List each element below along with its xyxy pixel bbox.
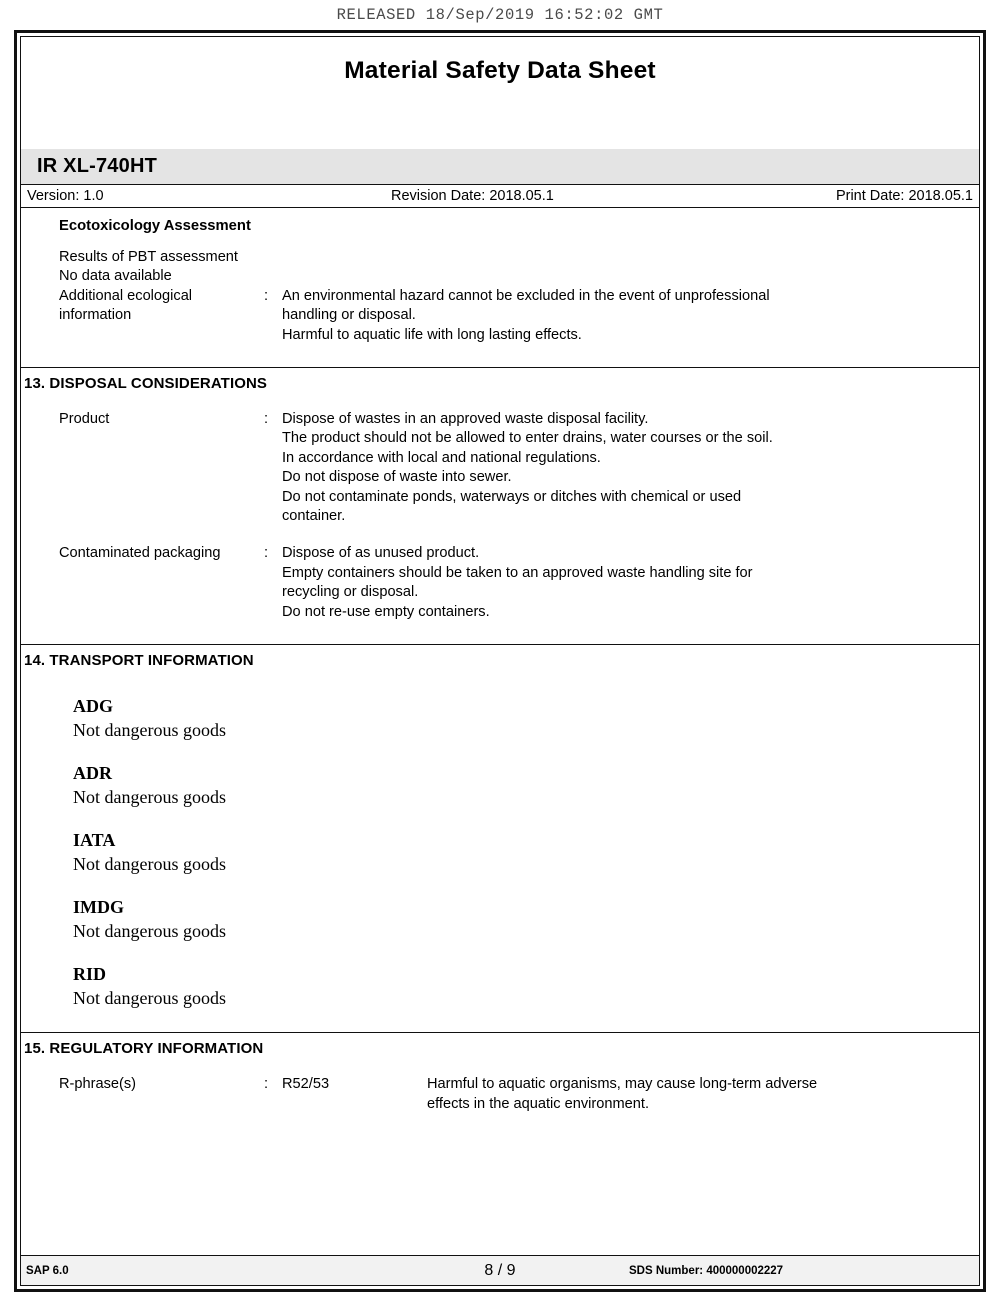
disposal-product-line: container. — [282, 508, 346, 525]
transport-entry-adr — [21, 762, 979, 809]
disposal-product-line: In accordance with local and national regulations. — [282, 449, 601, 466]
section-disposal-considerations — [21, 368, 979, 645]
additional-ecological-label — [21, 287, 264, 326]
additional-ecological-value-line1: An environmental hazard cannot be excluded in the event of unprofessional — [282, 287, 770, 304]
additional-ecological-information-row — [21, 287, 979, 345]
transport-status-label: Not dangerous goods — [73, 720, 226, 741]
transport-entry-adg — [21, 695, 979, 742]
footer-sds-number: SDS Number: 400000002227 — [629, 1264, 784, 1277]
disposal-packaging-line: recycling or disposal. — [282, 584, 419, 601]
revision-date-label: Revision Date: 2018.05.1 — [391, 188, 554, 204]
document-frame — [14, 30, 986, 1292]
disposal-product-line: Do not dispose of waste into sewer. — [282, 469, 512, 486]
additional-ecological-label-line2: information — [59, 307, 132, 324]
disposal-contaminated-packaging-value — [282, 544, 979, 622]
print-date-label: Print Date: 2018.05.1 — [835, 188, 973, 204]
transport-mode-label: ADR — [73, 763, 112, 784]
document-frame-inner — [20, 36, 980, 1286]
transport-mode-label: IATA — [73, 830, 116, 851]
transport-mode-list — [21, 669, 979, 1032]
disposal-product-row — [21, 410, 979, 526]
disposal-product-value — [282, 410, 979, 526]
additional-ecological-value-line3: Harmful to aquatic life with long lasting effects. — [282, 326, 582, 343]
rphrase-code: R52/53 — [282, 1076, 330, 1093]
disposal-packaging-line: Empty containers should be taken to an approved waste handling site for — [282, 564, 753, 581]
rphrase-description-line1: Harmful to aquatic organisms, may cause long-term adverse — [427, 1076, 818, 1093]
version-row — [21, 184, 979, 208]
disposal-product-label: Product — [59, 411, 110, 428]
disposal-contaminated-packaging-label: Contaminated packaging — [59, 545, 221, 562]
transport-section-header: 14. TRANSPORT INFORMATION — [24, 652, 254, 670]
regulatory-section-header: 15. REGULATORY INFORMATION — [24, 1040, 264, 1058]
page-title: Material Safety Data Sheet — [344, 57, 656, 84]
rphrase-description-line2: effects in the aquatic environment. — [427, 1095, 650, 1112]
section-ecotoxicology — [21, 208, 979, 368]
product-banner — [21, 149, 979, 184]
rphrase-colon: : — [264, 1076, 269, 1093]
additional-ecological-colon: : — [264, 287, 269, 304]
section-regulatory-information — [21, 1033, 979, 1114]
footer-sap-version: SAP 6.0 — [26, 1264, 69, 1277]
additional-ecological-label-line1: Additional ecological — [59, 287, 193, 304]
rphrase-label: R-phrase(s) — [59, 1076, 137, 1093]
transport-entry-iata — [21, 829, 979, 876]
transport-status-label: Not dangerous goods — [73, 787, 226, 808]
transport-status-label: Not dangerous goods — [73, 921, 226, 942]
transport-mode-label: IMDG — [73, 897, 124, 918]
rphrase-description — [427, 1075, 979, 1114]
section-transport-information — [21, 645, 979, 1033]
version-label: Version: 1.0 — [27, 188, 104, 204]
transport-status-label: Not dangerous goods — [73, 988, 226, 1009]
released-stamp-text: RELEASED 18/Sep/2019 16:52:02 GMT — [336, 6, 664, 24]
disposal-contaminated-packaging-colon: : — [264, 545, 269, 562]
page-footer — [21, 1255, 979, 1285]
disposal-section-header: 13. DISPOSAL CONSIDERATIONS — [24, 375, 268, 393]
transport-mode-label: RID — [73, 964, 107, 985]
disposal-product-line: The product should not be allowed to enter drains, water courses or the soil. — [282, 430, 773, 447]
released-stamp-bar — [0, 0, 1000, 30]
transport-entry-imdg — [21, 896, 979, 943]
transport-mode-label: ADG — [73, 696, 113, 717]
disposal-product-line: Do not contaminate ponds, waterways or ditches with chemical or used — [282, 488, 742, 505]
transport-entry-rid — [21, 963, 979, 1010]
footer-page-number: 8 / 9 — [484, 1261, 516, 1279]
product-name: IR XL-740HT — [37, 155, 158, 177]
disposal-contaminated-packaging-row — [21, 544, 979, 622]
disposal-product-colon: : — [264, 411, 269, 428]
disposal-packaging-line: Dispose of as unused product. — [282, 545, 480, 562]
additional-ecological-value — [282, 287, 979, 345]
title-block — [21, 37, 979, 149]
disposal-product-line: Dispose of wastes in an approved waste disposal facility. — [282, 411, 649, 428]
pbt-assessment-line: Results of PBT assessment — [59, 249, 238, 265]
additional-ecological-value-line2: handling or disposal. — [282, 307, 416, 324]
rphrase-row — [21, 1075, 979, 1114]
disposal-packaging-line: Do not re-use empty containers. — [282, 603, 490, 620]
transport-status-label: Not dangerous goods — [73, 854, 226, 875]
no-data-available-line: No data available — [59, 268, 172, 285]
ecotoxicology-heading: Ecotoxicology Assessment — [59, 218, 251, 234]
